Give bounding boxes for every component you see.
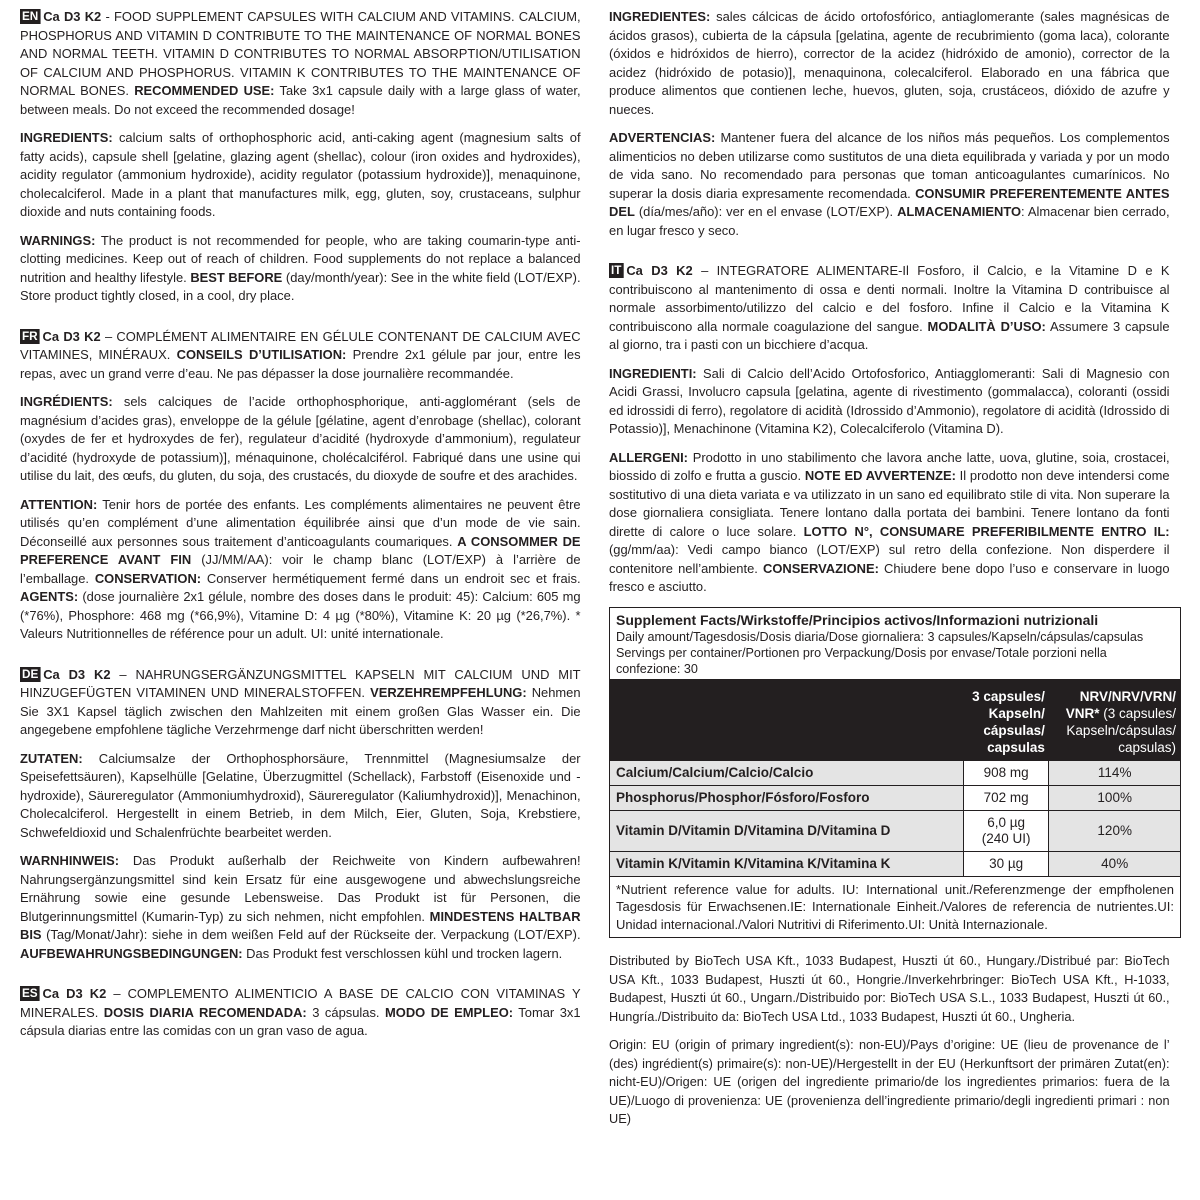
section-en bbox=[20, 8, 592, 306]
en-intro: - FOOD SUPPLEMENT CAPSULES WITH CALCIUM AND VITAMINS. CALCIUM, PHOSPHORUS AND VITAMIN D CONTRIBUTE TO THE MAINTENANCE OF NORMAL BONES AND NORMAL TEETH. VITAMIN D CONTRIBUTES TO NORMAL ABSORPTION/UTILISATION OF CALCIUM AND PHOSPHORUS. VITAMIN K CONTRIBUTES TO THE MAINTENANCE OF NORMAL BONES. bbox=[20, 9, 581, 98]
de-warnings-text: Das Produkt außerhalb der Reichweite von Kindern aufbewahren! Nahrungsergänzungsmittel sind kein Ersatz für eine ausgewogene und abwechslungsreiche Ernährung sowie eine gesunde Lebensweise. Das Produkt ist für Personen, die Blutgerinnungsmittel (Kumarin-Typ) zu sich nehmen, nicht empfohlen. bbox=[20, 853, 581, 924]
nutrient-amount: 702 mg bbox=[963, 785, 1049, 810]
fr-intro: – COMPLÉMENT ALIMENTAIRE EN GÉLULE CONTENANT DE CALCIUM AVEC VITAMINES, MINÉRAUX. bbox=[20, 328, 581, 362]
en-use-label: RECOMMENDED USE: bbox=[134, 83, 275, 98]
fr-attention-text: Tenir hors de portée des enfants. Les compléments alimentaires ne peuvent être utilisés qu’en complément d’une alimentation équilibrée ainsi que d’un mode de vie sain. Déconseillé aux personnes sous traitement d’anticoagulants coumariques. bbox=[20, 496, 581, 549]
origin: Origin: EU (origin of primary ingredient(s): non-EU)/Pays d’origine: UE (lieu de provenance de l’ (des) ingrédient(s) primaire(s): non-UE)/Hergestellt in der EU (Herkunftsort der primären Zutat(en): nicht-EU)/Origen: UE (origen del ingrediente primario/de los ingredientes primarios: fuera de la UE)/Luogo di provenienza: UE (provenienza dell’ingrediente primario/degli ingredienti primari : non UE) bbox=[609, 1037, 1170, 1126]
facts-col-nrv-normal: (3 capsules/ Kapseln/cápsulas/ capsulas) bbox=[1066, 705, 1176, 755]
distribution-section bbox=[609, 952, 1181, 1129]
es-dose-text: 3 cápsulas. bbox=[306, 1004, 386, 1020]
lang-badge-de: DE bbox=[21, 666, 39, 681]
de-ingredients-text: Calciumsalze der Orthophosphorsäure, Trennmittel (Magnesiumsalze der Speisefettsäuren), Kapselhülle [Gelatine, Überzugmittel (Schellack), Farbstoff (Eisenoxide und -hydroxide), Säureregulator (Ammoniumhydroxid), Säureregulator (Kaliumhydroxid)], Menachinon, Cholecalciferol. Hergestellt in einem Betrieb, in dem Milch, Eier, Gluten, Soja, Krebstiere, Schwefeldioxid und Schalenfrüchte bearbeitet werden. bbox=[20, 750, 581, 840]
lang-badge-fr: FR bbox=[21, 328, 38, 343]
en-best-before-text: (day/month/year): See in the white field (LOT/EXP). Store product tightly closed, in a cool, dry place. bbox=[20, 269, 581, 303]
section-es-continued bbox=[609, 8, 1181, 240]
table-row bbox=[610, 851, 1180, 876]
es-intro: – COMPLEMENTO ALIMENTICIO A BASE DE CALCIO CON VITAMINAS Y MINERALES. bbox=[20, 986, 581, 1020]
lang-badge-es: ES bbox=[21, 986, 38, 1000]
en-warnings-label: WARNINGS: bbox=[20, 232, 96, 248]
fr-use-text: Prendre 2x1 gélule par jour, entre les repas, avec un grand verre d’eau. Ne pas dépasser la dose journalière recommandée. bbox=[20, 347, 581, 381]
product-name: Ca D3 K2 bbox=[626, 263, 693, 278]
facts-col-nutrient bbox=[610, 680, 963, 761]
de-ingredients-paragraph bbox=[20, 750, 581, 843]
de-warnings-label: WARNHINWEIS: bbox=[20, 853, 120, 868]
it-ingredients-label: INGREDIENTI: bbox=[609, 365, 697, 381]
it-allergens-paragraph bbox=[609, 449, 1170, 597]
it-allergens-label: ALLERGENI: bbox=[609, 449, 688, 465]
left-column bbox=[20, 8, 592, 1051]
es-mode-text: Tomar 3x1 cápsula diarias entre las comidas con un gran vaso de agua. bbox=[20, 1004, 581, 1038]
distributed-by: Distributed by BioTech USA Kft., 1033 Budapest, Huszti út 60., Hungary./Distribué par: BioTech USA Kft., 1033 Budapest, Huszti út 60., Hongrie./Inverkehrbringer: BioTech USA Kft., H-1033, Budapest, Huszti út 60., Ungarn./Distribuido por: BioTech USA S.L., 1033 Budapest, Huszti út 60., Hungría./Distribuito da: BioTech USA Ltd., 1033 Budapest, Huszti út 60., Ungheria. bbox=[609, 953, 1170, 1024]
fr-use-label: CONSEILS D’UTILISATION: bbox=[176, 347, 347, 362]
facts-col-nrv bbox=[1049, 680, 1180, 761]
lang-badge-it: IT bbox=[610, 263, 622, 277]
es-mode-label: MODO DE EMPLEO: bbox=[385, 1004, 514, 1020]
it-mode-text: Assumere 3 capsule al giorno, tra i pasti con un bicchiere d’acqua. bbox=[609, 318, 1170, 352]
facts-header bbox=[610, 608, 1180, 680]
es-warnings-label: ADVERTENCIAS: bbox=[609, 130, 716, 145]
section-de bbox=[20, 666, 592, 964]
it-allergens-text: Prodotto in uno stabilimento che lavora anche latte, uova, glutine, soia, crostacei, biossido di zolfo e frutta a guscio. bbox=[609, 449, 1170, 483]
product-name: Ca D3 K2 bbox=[43, 9, 102, 24]
it-conservation-label: CONSERVAZIONE: bbox=[763, 560, 879, 576]
product-name: Ca D3 K2 bbox=[43, 666, 111, 682]
nutrient-name: Phosphorus/Phosphor/Fósforo/Fosforo bbox=[610, 785, 963, 810]
fr-best-before-label: A CONSOMMER DE PREFERENCE AVANT FIN bbox=[20, 533, 581, 567]
table-row bbox=[610, 760, 1180, 785]
fr-conservation-text: Conserver hermétiquement fermé dans un endroit sec et frais. bbox=[201, 570, 581, 586]
de-best-before-text: (Tag/Monat/Jahr): siehe in dem weißen Feld auf der Rückseite der. Verpackung (LOT/EXP). bbox=[41, 927, 581, 942]
es-dose-label: DOSIS DIARIA RECOMENDADA: bbox=[103, 1004, 307, 1020]
de-warnings-paragraph bbox=[20, 852, 581, 963]
fr-ingredients-label: INGRÉDIENTS: bbox=[20, 394, 113, 409]
fr-agents-text: (dose journalière 2x1 gélule, nombre des doses dans le produit: 45): Calcium: 605 mg (*76%), Phosphore: 468 mg (*66,9%), Vitamine D: 4 µg (*80%), Vitamine K: 20 µg (*26,7%). * Valeurs Nutritionnelles de référence pour un adult. UI: unité internationale. bbox=[20, 589, 581, 641]
fr-ingredients-paragraph bbox=[20, 393, 581, 486]
en-ingredients-text: calcium salts of orthophosphoric acid, anti-caking agent (magnesium salts of fatty acids), capsule shell [gelatine, glazing agent (shellac), colour (iron oxides and hydroxides), acidity regulator (ammonium hydroxide), acidity regulator (potassium hydroxide)], menaquinone, cholecalciferol. Made in a plant that manufactures milk, egg, gluten, soy, crustaceans, sulphur dioxide and nuts containing foods. bbox=[20, 130, 581, 219]
it-intro-paragraph bbox=[609, 262, 1170, 355]
nutrient-nrv: 114% bbox=[1049, 760, 1180, 785]
nutrient-nrv: 100% bbox=[1049, 785, 1180, 810]
lang-badge-en: EN bbox=[21, 9, 39, 23]
facts-col-nrv-bold: NRV/NRV/VRN/ VNR* bbox=[1065, 688, 1176, 721]
fr-attention-paragraph bbox=[20, 496, 581, 644]
it-mode-label: MODALITÀ D’USO: bbox=[927, 318, 1046, 334]
en-best-before-label: BEST BEFORE bbox=[190, 269, 283, 285]
es-intro-paragraph bbox=[20, 985, 581, 1041]
table-row bbox=[610, 810, 1180, 851]
fr-ingredients-text: sels calciques de l’acide orthophosphorique, anti-agglomérant (sels de magnésium d’acides gras), enveloppe de la gélule [gélatine, agent d’enrobage (shellac), colorant (oxydes de fer et hydroxydes de fer), regulateur d’acidité (hydroxyde d’ammonium), regulateur d’acidité (hydroxyde de potassium)], ménaquinone, cholécalciférol. Fabriqué dans une usine qui utilise du lait, des œufs, du gluten, du soja, des crustacés, du dioxyde de soufre et des arachides. bbox=[20, 394, 581, 483]
supplement-facts-box bbox=[609, 607, 1181, 939]
section-it bbox=[609, 262, 1181, 597]
de-storage-text: Das Produkt fest verschlossen kühl und trocken lagern. bbox=[242, 945, 563, 961]
table-row bbox=[610, 785, 1180, 810]
product-name: Ca D3 K2 bbox=[42, 328, 101, 344]
facts-col-amount: 3 capsules/ Kapseln/ cápsulas/ capsulas bbox=[963, 680, 1049, 761]
es-warnings-text: Mantener fuera del alcance de los niños más pequeños. Los complementos alimenticios no deben utilizarse como sustitutos de una dieta equilibrada y variada y por un modo de vida sano. No recomendado para personas que toman anticoagulantes cumarínicos. No superar la dosis diaria expresamente recomendada. bbox=[609, 130, 1170, 201]
it-intro: – INTEGRATORE ALIMENTARE-Il Fosforo, il Calcio, e la Vitamine D e K contribuiscono al mantenimento di ossa e denti normali. Inoltre la Vitamina D contribuisce al normale assorbimento/utilizzo del calcio e del fosforo. Infine il Calcio e la Vitamina K contribuiscono alla normale coagulazione del sangue. bbox=[609, 263, 1170, 334]
facts-servings: Servings per container/Portionen pro Verpackung/Dosis por envase/Totale porzioni nella confezione: 30 bbox=[616, 645, 1107, 676]
nutrient-name: Calcium/Calcium/Calcio/Calcio bbox=[610, 760, 963, 785]
es-storage-label: ALMACENAMIENTO bbox=[897, 204, 1022, 219]
es-warnings-paragraph bbox=[609, 129, 1170, 240]
nutrient-amount: 908 mg bbox=[963, 760, 1049, 785]
it-ingredients-paragraph bbox=[609, 365, 1170, 439]
nutrient-amount: 6,0 µg bbox=[987, 814, 1026, 830]
es-storage-text: : Almacenar bien cerrado, en lugar fresco y seco. bbox=[609, 204, 1170, 238]
es-ingredients-label: INGREDIENTES: bbox=[609, 9, 711, 24]
en-use-text: Take 3x1 capsule daily with a large glass of water, between meals. Do not exceed the recommended dosage! bbox=[20, 83, 581, 117]
en-warnings-paragraph bbox=[20, 232, 581, 306]
facts-daily-amount: Daily amount/Tagesdosis/Dosis diaria/Dose giornaliera: 3 capsules/Kapseln/cápsulas/capsulas bbox=[616, 629, 1144, 644]
en-warnings-text: The product is not recommended for people, who are taking coumarin-type anti-clotting medicines. Keep out of reach of children. Food supplements do not replace a balanced nutrition and healthy lifestyle. bbox=[20, 232, 581, 285]
es-best-before-label: CONSUMIR PREFERENTEMENTE ANTES DEL bbox=[609, 185, 1170, 219]
de-use-label: VERZEHREMPFEHLUNG: bbox=[370, 685, 527, 700]
nutrient-amount: 30 µg bbox=[963, 851, 1049, 876]
de-storage-label: AUFBEWAHRUNGSBEDINGUNGEN: bbox=[20, 945, 243, 961]
fr-attention-label: ATTENTION: bbox=[20, 496, 98, 512]
product-name: Ca D3 K2 bbox=[42, 986, 107, 1001]
nutrient-name: Vitamin K/Vitamin K/Vitamina K/Vitamina K bbox=[610, 851, 963, 876]
section-fr bbox=[20, 328, 592, 644]
fr-intro-paragraph bbox=[20, 328, 581, 384]
en-ingredients-label: INGREDIENTS: bbox=[20, 130, 113, 145]
nutrient-name: Vitamin D/Vitamin D/Vitamina D/Vitamina D bbox=[610, 810, 963, 851]
section-es bbox=[20, 985, 592, 1041]
it-conservation-text: Chiudere bene dopo l’uso e conservare in luogo fresco e asciutto. bbox=[609, 560, 1170, 594]
it-notes-text: Il prodotto non deve intendersi come sostitutivo di una dieta variata e va utilizzato in un sano ed equilibrato stile di vita. Non superare la dose giornaliera consigliata. Tenere lontano dalla portata dei bambini. Tenere lontano da fonti dirette di calore o luce solare. bbox=[609, 468, 1170, 539]
it-lot-label: LOTTO N°, CONSUMARE PREFERIBILMENTE ENTRO IL: bbox=[803, 523, 1170, 539]
es-ingredients-text: sales cálcicas de ácido ortofosfórico, antiaglomerante (sales magnésicas de ácidos grasos), cubierta de la cápsula [gelatina, agente de recubrimiento (goma laca), colorante (óxidos e hidróxidos de hierro), corrector de la acidez (hidróxido de amonio), corrector de la acidez (hidróxido de potasio)], menaquinona, colecalciferol. Elaborado en una fábrica que produce alimentos que contienen leche, huevos, gluten, soja, crustáceos, dióxido de azufre y nueces. bbox=[609, 9, 1170, 117]
en-ingredients-paragraph bbox=[20, 129, 581, 222]
es-ingredients-paragraph bbox=[609, 8, 1170, 119]
nutrient-nrv: 120% bbox=[1049, 810, 1180, 851]
de-intro-paragraph bbox=[20, 666, 581, 740]
facts-table-header-row bbox=[610, 680, 1180, 761]
es-best-before-text: (día/mes/año): ver en el envase (LOT/EXP). bbox=[634, 204, 898, 219]
de-intro: – NAHRUNGSERGÄNZUNGSMITTEL KAPSELN MIT CALCIUM UND MIT HINZUGEFÜGTEN VITAMINEN UND MINERALSTOFFEN. bbox=[20, 666, 581, 700]
nutrient-amount-cell bbox=[963, 810, 1049, 851]
nutrient-amount-iu: (240 UI) bbox=[981, 830, 1031, 846]
it-lot-text: (gg/mm/aa): Vedi campo bianco (LOT/EXP) sul retro della confezione. Non disperdere il contenitore nell’ambiente. bbox=[609, 542, 1170, 576]
it-ingredients-text: Sali di Calcio dell’Acido Ortofosforico, Antiagglomeranti: Sali di Magnesio con Acidi Grassi, Involucro capsula [gelatina, agente di rivestimento (gommalacca), coloranti (ossidi ed idrossidi di ferro), regolatore di acidità (Idrossido d’Ammonio), regolatore di acidità (Idrossido di Potassio)], Menachinone (Vitamina K2), Colecalciferolo (Vitamina D). bbox=[609, 365, 1170, 436]
it-notes-label: NOTE ED AVVERTENZE: bbox=[804, 468, 956, 483]
facts-title: Supplement Facts/Wirkstoffe/Principios activos/Informazioni nutrizionali bbox=[616, 611, 1099, 628]
de-ingredients-label: ZUTATEN: bbox=[20, 750, 83, 766]
en-intro-paragraph bbox=[20, 8, 581, 119]
right-column bbox=[609, 8, 1181, 1139]
fr-conservation-label: CONSERVATION: bbox=[94, 570, 202, 586]
fr-agents-label: AGENTS: bbox=[20, 589, 79, 604]
fr-best-before-text: (JJ/MM/AA): voir le champ blanc (LOT/EXP) à l’arrière de l’emballage. bbox=[20, 552, 581, 586]
nutrient-nrv: 40% bbox=[1049, 851, 1180, 876]
de-use-text: Nehmen Sie 3X1 Kapsel täglich zwischen den Mahlzeiten mit einem großen Glas Wasser ein. Die angegebene empfohlene tägliche Verzehrmenge darf nicht überschritten werden! bbox=[20, 685, 581, 737]
facts-footnote: *Nutrient reference value for adults. IU: International unit./Referenzmenge der empfholenen Tagesdosis für Erwachsenen.IE: Internationale Einheit./Valores de referencia de nutrientes.UI: Unidad internacional./Valori Nutritivi di Riferimento.UI: Unità Internazionale. bbox=[610, 876, 1180, 938]
de-best-before-label: MINDESTENS HALTBAR BIS bbox=[20, 908, 581, 942]
facts-table bbox=[610, 680, 1180, 876]
